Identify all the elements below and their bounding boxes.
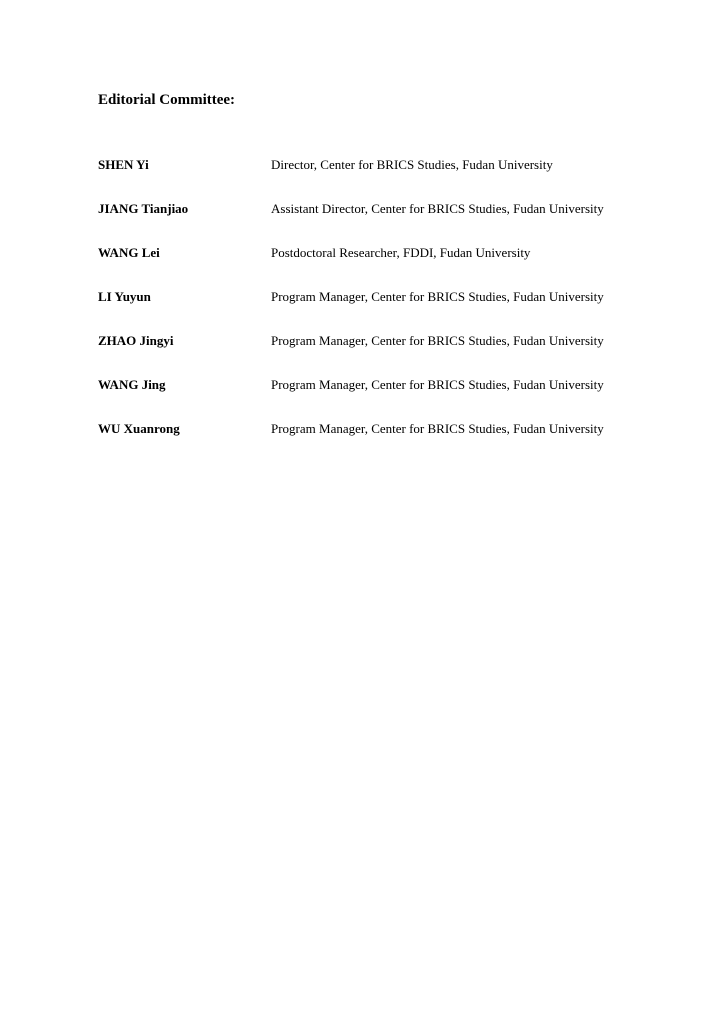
member-name: ZHAO Jingyi [98,333,174,348]
member-role: Program Manager, Center for BRICS Studies, Fudan University [271,421,604,436]
committee-member-row [98,419,658,463]
member-role: Director, Center for BRICS Studies, Fudan University [271,157,553,172]
page-title: Editorial Committee: [98,92,236,108]
committee-member-row [98,155,658,199]
member-role: Program Manager, Center for BRICS Studies, Fudan University [271,333,604,348]
committee-member-row [98,375,658,419]
member-name: WU Xuanrong [98,421,180,436]
committee-member-row [98,331,658,375]
member-role: Assistant Director, Center for BRICS Studies, Fudan University [271,201,604,216]
member-name: WANG Jing [98,377,166,392]
member-name: JIANG Tianjiao [98,201,189,216]
committee-member-row [98,199,658,243]
committee-member-row [98,243,658,287]
member-name: LI Yuyun [98,289,151,304]
member-name: WANG Lei [98,245,160,260]
member-name: SHEN Yi [98,157,149,172]
committee-list [98,155,658,463]
committee-member-row [98,287,658,331]
member-role: Postdoctoral Researcher, FDDI, Fudan University [271,245,531,260]
member-role: Program Manager, Center for BRICS Studies, Fudan University [271,289,604,304]
member-role: Program Manager, Center for BRICS Studies, Fudan University [271,377,604,392]
